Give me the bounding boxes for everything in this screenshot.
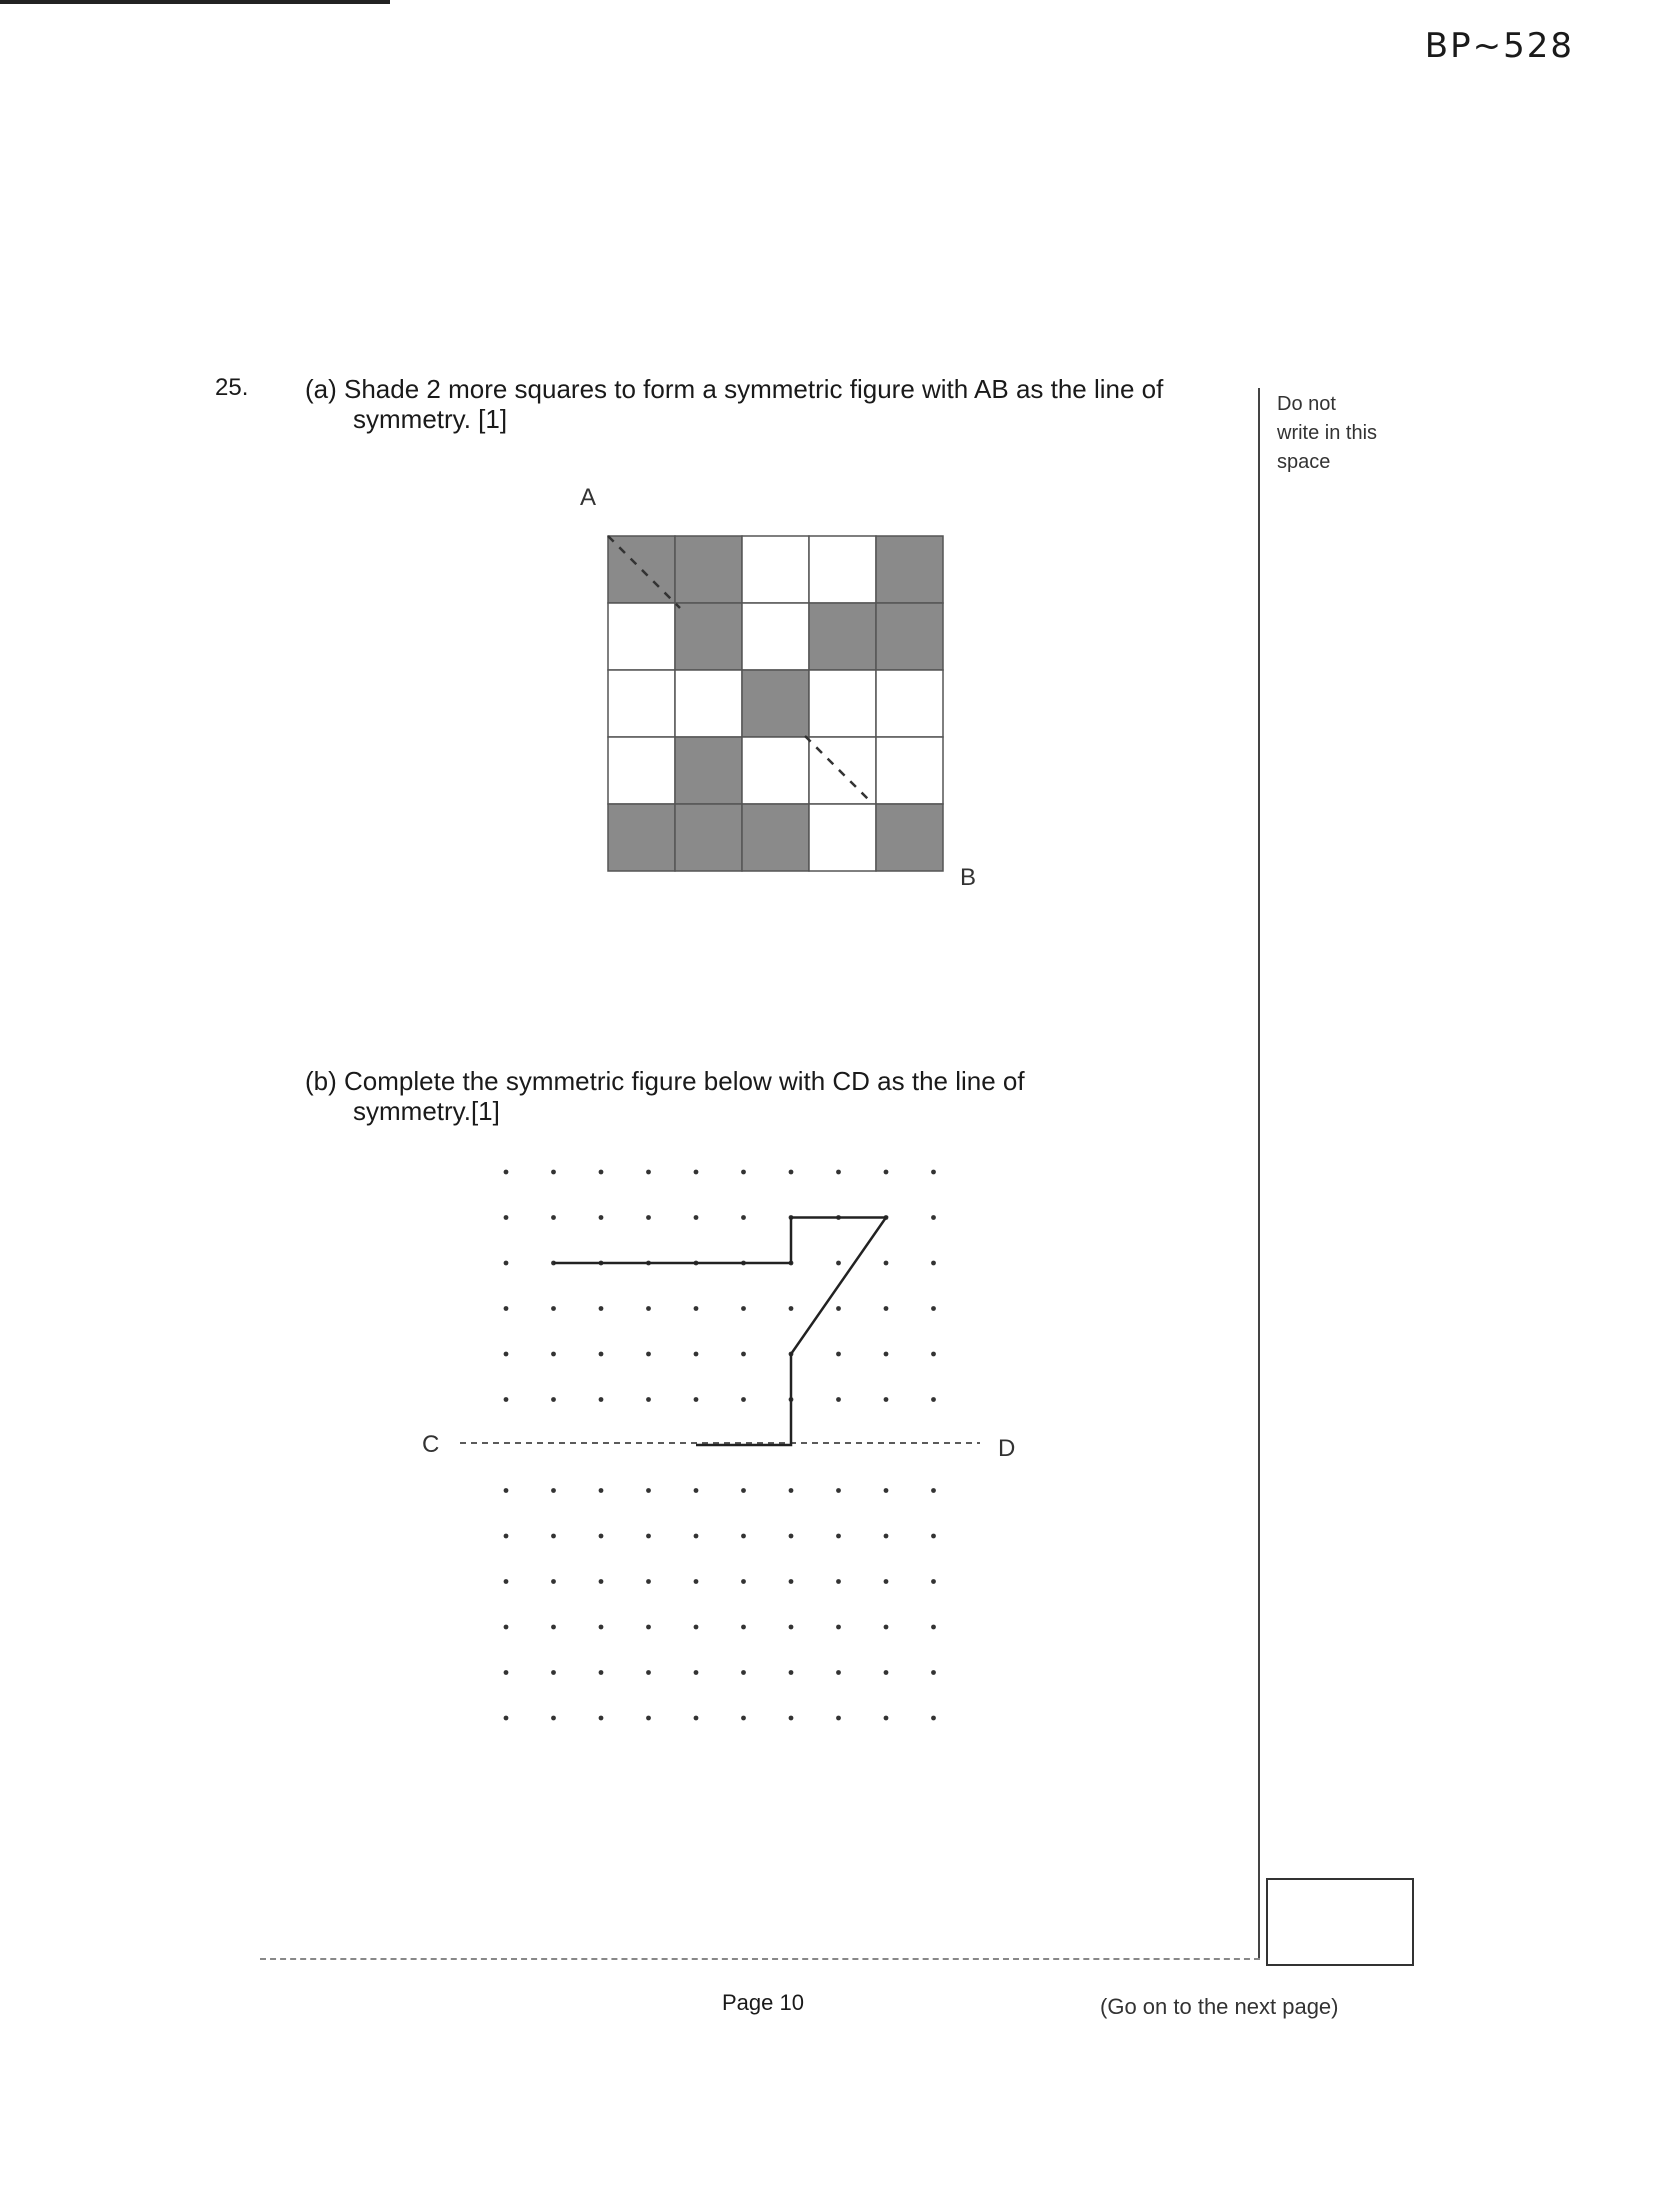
- grid-dot: [599, 1352, 604, 1357]
- grid-dot: [884, 1397, 889, 1402]
- grid-cell[interactable]: [876, 737, 943, 804]
- grid-dot: [694, 1625, 699, 1630]
- grid-dot: [741, 1397, 746, 1402]
- bottom-rule: [260, 1958, 1260, 1960]
- grid-dot: [551, 1306, 556, 1311]
- grid-dot: [836, 1306, 841, 1311]
- grid-cell[interactable]: [608, 670, 675, 737]
- grid-dot: [931, 1625, 936, 1630]
- grid-dot: [741, 1488, 746, 1493]
- grid-dot: [599, 1215, 604, 1220]
- grid-dot: [931, 1352, 936, 1357]
- grid-dot: [741, 1534, 746, 1539]
- grid-cell[interactable]: [809, 670, 876, 737]
- grid-cell-shaded[interactable]: [876, 804, 943, 871]
- grid-dot: [504, 1215, 509, 1220]
- label-c: C: [422, 1431, 440, 1458]
- grid-cell-shaded[interactable]: [675, 804, 742, 871]
- grid-dot: [741, 1625, 746, 1630]
- grid-dot: [931, 1670, 936, 1675]
- grid-dot: [931, 1488, 936, 1493]
- grid-dot: [884, 1579, 889, 1584]
- grid-dot: [551, 1579, 556, 1584]
- label-b: B: [960, 864, 977, 891]
- grid-dot: [599, 1716, 604, 1721]
- margin-note-line-2: write in this: [1277, 422, 1378, 444]
- half-figure-outline: [554, 1218, 887, 1446]
- margin-note: [1277, 390, 1417, 477]
- grid-cell-shaded[interactable]: [742, 670, 809, 737]
- grid-dot: [646, 1488, 651, 1493]
- grid-dot: [789, 1488, 794, 1493]
- symmetry-grid-figure: [560, 480, 1000, 900]
- grid-dot: [741, 1352, 746, 1357]
- grid-dot: [836, 1579, 841, 1584]
- grid-dot: [599, 1534, 604, 1539]
- grid-dot: [504, 1488, 509, 1493]
- grid-dot: [551, 1534, 556, 1539]
- grid-dot: [694, 1306, 699, 1311]
- grid-dot: [504, 1397, 509, 1402]
- grid-dot: [789, 1625, 794, 1630]
- grid-cell-shaded[interactable]: [608, 804, 675, 871]
- paper-code: BP~528: [1424, 26, 1574, 66]
- grid-dot: [931, 1716, 936, 1721]
- grid-dot: [551, 1170, 556, 1175]
- top-rule: [0, 0, 390, 4]
- grid-dot: [646, 1579, 651, 1584]
- grid-dot: [836, 1534, 841, 1539]
- next-page-note: (Go on to the next page): [1100, 1994, 1339, 2019]
- question-number: 25.: [215, 374, 249, 401]
- grid-dot: [836, 1625, 841, 1630]
- margin-note-line-3: space: [1277, 451, 1331, 473]
- grid-dot: [884, 1170, 889, 1175]
- grid-dot: [884, 1306, 889, 1311]
- grid-dot: [836, 1170, 841, 1175]
- grid-dot: [741, 1306, 746, 1311]
- grid-cell-shaded[interactable]: [675, 737, 742, 804]
- grid-dot: [504, 1170, 509, 1175]
- grid-dot: [551, 1215, 556, 1220]
- grid-cell[interactable]: [809, 804, 876, 871]
- grid-dot: [646, 1397, 651, 1402]
- grid-dot: [884, 1488, 889, 1493]
- grid-dot: [931, 1579, 936, 1584]
- grid-cell-shaded[interactable]: [675, 536, 742, 603]
- grid-dot: [599, 1170, 604, 1175]
- grid-dot: [694, 1352, 699, 1357]
- grid-dot: [836, 1397, 841, 1402]
- grid-dot: [599, 1397, 604, 1402]
- grid-dot: [931, 1306, 936, 1311]
- grid-cell[interactable]: [742, 603, 809, 670]
- grid-dot: [504, 1670, 509, 1675]
- grid-cell-shaded[interactable]: [675, 603, 742, 670]
- dot-grid-figure: [410, 1150, 1030, 1770]
- grid-dot: [599, 1625, 604, 1630]
- page-number: Page 10: [722, 1990, 804, 2015]
- question-part-b-text: [305, 1066, 1205, 1126]
- grid-cell-shaded[interactable]: [876, 603, 943, 670]
- grid-dot: [741, 1716, 746, 1721]
- grid-dot: [789, 1716, 794, 1721]
- grid-dot: [551, 1670, 556, 1675]
- grid-dot: [931, 1261, 936, 1266]
- grid-dot: [884, 1534, 889, 1539]
- question-part-a-text: [305, 374, 1255, 434]
- grid-dot: [836, 1716, 841, 1721]
- grid-dot: [551, 1488, 556, 1493]
- grid-dot: [741, 1579, 746, 1584]
- grid-dot: [931, 1397, 936, 1402]
- grid-cell[interactable]: [742, 737, 809, 804]
- grid-dot: [884, 1261, 889, 1266]
- grid-dot: [599, 1670, 604, 1675]
- grid-dot: [646, 1306, 651, 1311]
- part-a-line-2: symmetry. [1]: [353, 404, 508, 434]
- grid-dot: [504, 1352, 509, 1357]
- grid-dot: [694, 1170, 699, 1175]
- grid-dot: [694, 1579, 699, 1584]
- grid-dot: [551, 1397, 556, 1402]
- grid-dot: [551, 1625, 556, 1630]
- grid-dot: [646, 1170, 651, 1175]
- grid-dot: [884, 1716, 889, 1721]
- grid-dot: [884, 1352, 889, 1357]
- grid-dot: [504, 1534, 509, 1539]
- label-a: A: [580, 484, 597, 511]
- grid-dot: [646, 1215, 651, 1220]
- grid-dot: [551, 1716, 556, 1721]
- grid-cell[interactable]: [876, 670, 943, 737]
- grid-dot: [741, 1670, 746, 1675]
- grid-dot: [694, 1670, 699, 1675]
- grid-dot: [836, 1670, 841, 1675]
- grid-dot: [789, 1670, 794, 1675]
- grid-dot: [504, 1625, 509, 1630]
- grid-dot: [789, 1306, 794, 1311]
- grid-dot: [884, 1670, 889, 1675]
- grid-dot: [646, 1670, 651, 1675]
- grid-dot: [599, 1579, 604, 1584]
- grid-dot: [836, 1488, 841, 1493]
- grid-dot: [931, 1534, 936, 1539]
- grid-dot: [931, 1170, 936, 1175]
- grid-cell-shaded[interactable]: [876, 536, 943, 603]
- margin-note-line-1: Do not: [1277, 393, 1336, 415]
- part-a-line-1: (a) Shade 2 more squares to form a symmetric figure with AB as the line of: [305, 374, 1164, 404]
- grid-dot: [789, 1170, 794, 1175]
- grid-dot: [504, 1579, 509, 1584]
- grid-cell[interactable]: [608, 603, 675, 670]
- grid-dot: [931, 1215, 936, 1220]
- grid-dot: [504, 1261, 509, 1266]
- grid-dot: [836, 1261, 841, 1266]
- grid-dot: [741, 1170, 746, 1175]
- grid-dot: [646, 1625, 651, 1630]
- grid-dot: [504, 1306, 509, 1311]
- grid-dot: [836, 1352, 841, 1357]
- grid-dot: [599, 1488, 604, 1493]
- grid-dot: [646, 1534, 651, 1539]
- grid-dot: [884, 1625, 889, 1630]
- label-d: D: [998, 1435, 1016, 1462]
- grid-dot: [646, 1716, 651, 1721]
- grid-cell-shaded[interactable]: [809, 603, 876, 670]
- grid-dot: [504, 1716, 509, 1721]
- grid-dot: [789, 1534, 794, 1539]
- grid-dot: [694, 1716, 699, 1721]
- grid-cell[interactable]: [809, 737, 876, 804]
- margin-divider: [1258, 388, 1260, 1960]
- score-box[interactable]: [1266, 1878, 1414, 1966]
- grid-cell-shaded[interactable]: [742, 804, 809, 871]
- grid-dot: [599, 1306, 604, 1311]
- part-b-line-2: symmetry.[1]: [353, 1096, 500, 1126]
- grid-cell[interactable]: [608, 737, 675, 804]
- grid-dot: [694, 1397, 699, 1402]
- grid-cell[interactable]: [742, 536, 809, 603]
- grid-dot: [694, 1534, 699, 1539]
- grid-dot: [646, 1352, 651, 1357]
- grid-dot: [694, 1215, 699, 1220]
- part-b-line-1: (b) Complete the symmetric figure below with CD as the line of: [305, 1066, 1025, 1096]
- grid-cell[interactable]: [675, 670, 742, 737]
- grid-dot: [551, 1352, 556, 1357]
- grid-cell[interactable]: [809, 536, 876, 603]
- grid-dot: [741, 1215, 746, 1220]
- grid-dot: [789, 1579, 794, 1584]
- grid-dot: [694, 1488, 699, 1493]
